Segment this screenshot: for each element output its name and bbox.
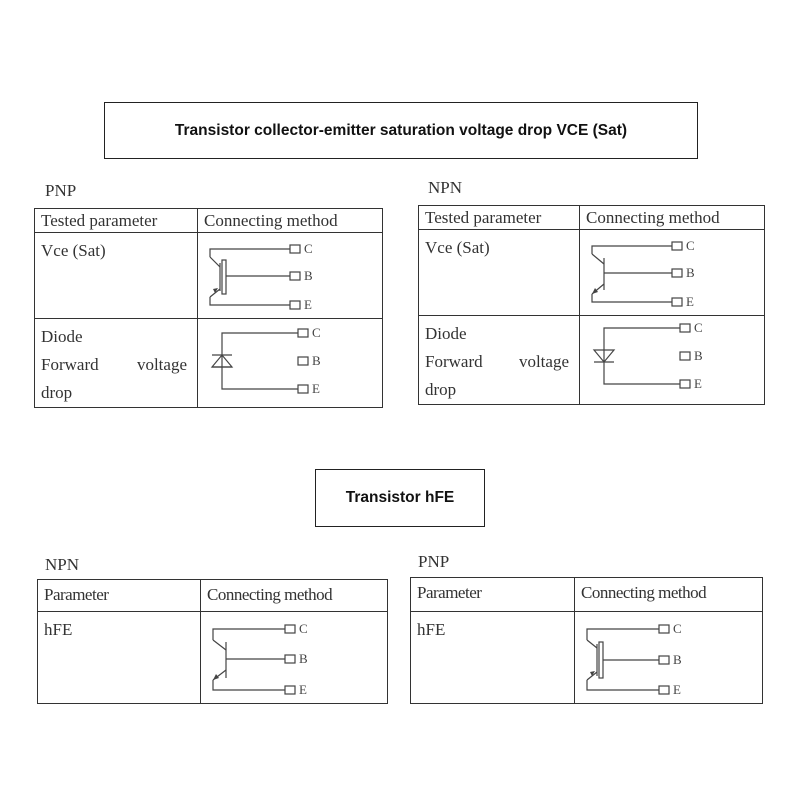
diode-line-3: drop: [41, 383, 73, 402]
hfe-section-title: Transistor hFE: [315, 469, 485, 527]
npn-vce-circuit-cell: [580, 230, 765, 316]
pin-e-label: E: [299, 682, 307, 697]
vce-npn-type-label: NPN: [428, 178, 463, 197]
row-label-hfe: hFE: [38, 612, 201, 704]
hfe-npn-table: [37, 579, 388, 704]
row-label-vce-sat: Vce (Sat): [35, 233, 198, 319]
table-row: [35, 319, 383, 408]
pin-c-label: C: [673, 621, 682, 636]
col-header-connecting-method: Connecting method: [201, 580, 388, 612]
forward-word: Forward: [425, 352, 483, 371]
diode-line-2: [41, 351, 197, 379]
diode-line-1: Diode: [425, 324, 467, 343]
pin-b-label: B: [686, 265, 695, 280]
vce-npn-table: [418, 205, 765, 405]
table-row: [38, 612, 388, 704]
table-row: [419, 230, 765, 316]
hfe-pnp-table: [410, 577, 763, 704]
diode-line-3: drop: [425, 380, 457, 399]
npn-transistor-circuit-diagram: [580, 230, 765, 314]
pin-b-label: B: [312, 353, 321, 368]
table-header-row: [38, 580, 388, 612]
pnp-hfe-transistor-diagram: [575, 612, 763, 702]
pin-b-label: B: [673, 652, 682, 667]
table-header-row: [411, 578, 763, 612]
npn-hfe-circuit-cell: [201, 612, 388, 704]
pnp-vce-circuit-cell: [198, 233, 383, 319]
table-row: [35, 233, 383, 319]
row-label-hfe: hFE: [411, 612, 575, 704]
npn-diode-circuit-diagram: [580, 316, 765, 398]
col-header-connecting-method: Connecting method: [575, 578, 763, 612]
pin-e-label: E: [686, 294, 694, 309]
hfe-npn-type-label: NPN: [45, 555, 80, 574]
table-header-row: [419, 206, 765, 230]
pnp-diode-circuit-cell: [198, 319, 383, 408]
vce-pnp-table: [34, 208, 383, 408]
forward-word: Forward: [41, 355, 99, 374]
pin-c-label: C: [299, 621, 308, 636]
col-header-connecting-method: Connecting method: [580, 206, 765, 230]
pin-e-label: E: [694, 376, 702, 391]
pin-c-label: C: [304, 241, 313, 256]
col-header-connecting-method: Connecting method: [198, 209, 383, 233]
pnp-diode-circuit-diagram: [198, 319, 383, 403]
pin-b-label: B: [694, 348, 703, 363]
npn-hfe-transistor-diagram: [201, 612, 388, 702]
voltage-word: voltage: [136, 355, 187, 374]
pin-b-label: B: [299, 651, 308, 666]
row-label-diode-forward-voltage-drop: [35, 319, 198, 408]
col-header-parameter: Parameter: [411, 578, 575, 612]
col-header-tested-parameter: Tested parameter: [419, 206, 580, 230]
pin-e-label: E: [673, 682, 681, 697]
table-row: [419, 316, 765, 405]
pnp-hfe-circuit-cell: [575, 612, 763, 704]
diode-line-1: Diode: [41, 327, 83, 346]
hfe-pnp-type-label: PNP: [418, 552, 450, 571]
vce-pnp-type-label: PNP: [45, 181, 77, 200]
diode-line-2: [425, 348, 579, 376]
voltage-word: voltage: [518, 352, 569, 371]
pin-c-label: C: [686, 238, 695, 253]
pin-c-label: C: [694, 320, 703, 335]
table-row: [411, 612, 763, 704]
pin-c-label: C: [312, 325, 321, 340]
npn-diode-circuit-cell: [580, 316, 765, 405]
pin-e-label: E: [312, 381, 320, 396]
pnp-transistor-circuit-diagram: [198, 233, 383, 317]
col-header-tested-parameter: Tested parameter: [35, 209, 198, 233]
table-header-row: [35, 209, 383, 233]
col-header-parameter: Parameter: [38, 580, 201, 612]
pin-e-label: E: [304, 297, 312, 312]
row-label-vce-sat: Vce (Sat): [419, 230, 580, 316]
pin-b-label: B: [304, 268, 313, 283]
vce-section-title: Transistor collector-emitter saturation voltage drop VCE (Sat): [104, 102, 698, 159]
row-label-diode-forward-voltage-drop: [419, 316, 580, 405]
